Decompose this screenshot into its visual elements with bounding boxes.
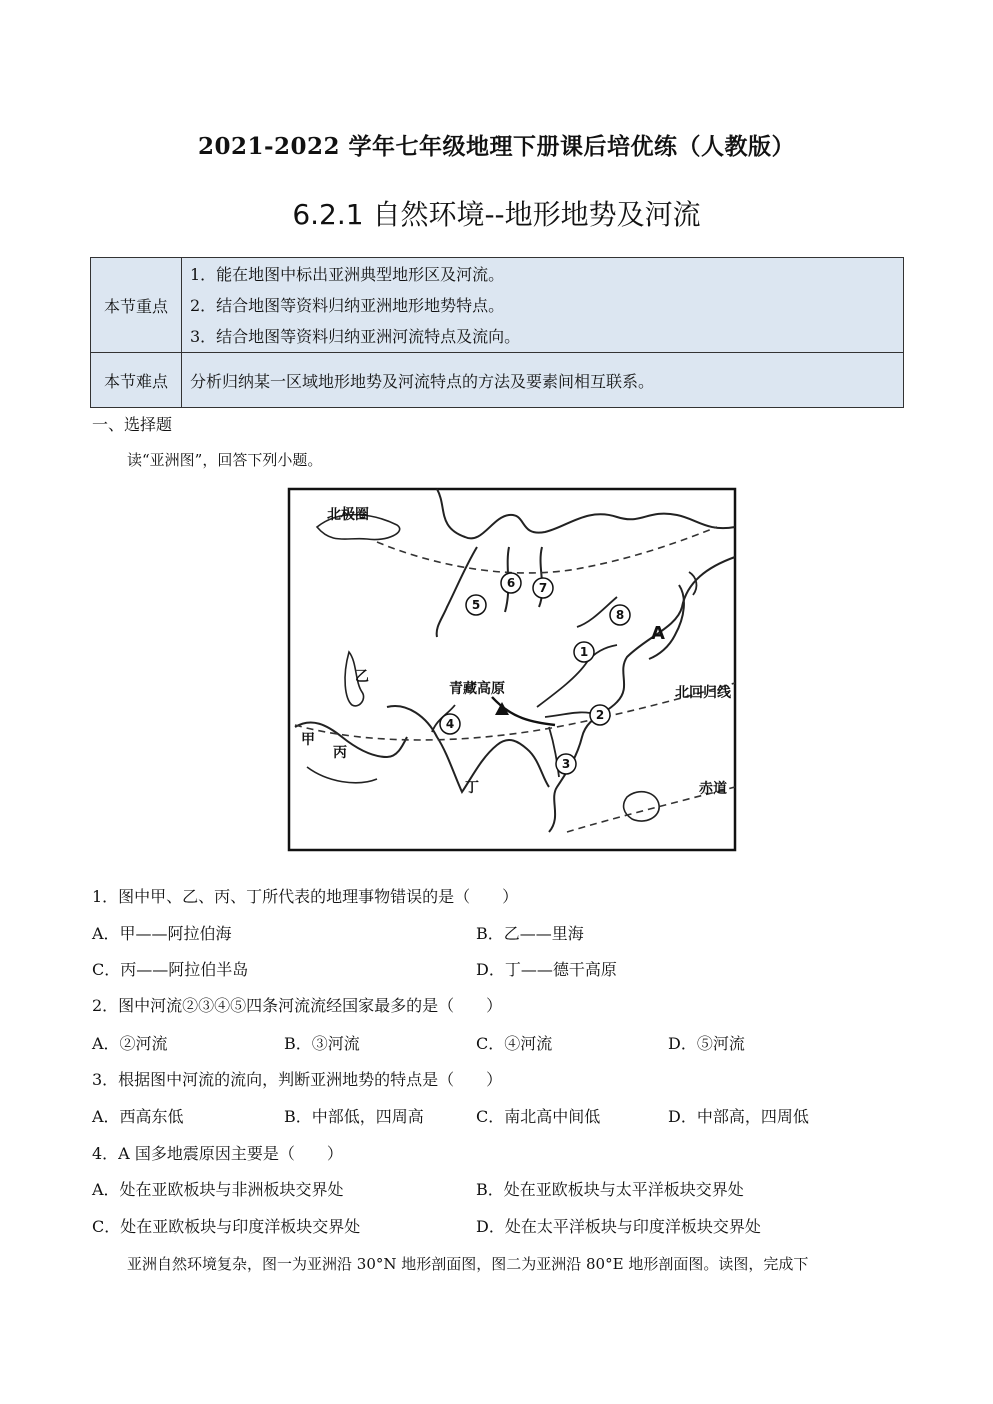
question-4-option-c[interactable]: C．处在亚欧板块与印度洋板块交界处 <box>92 1217 361 1236</box>
label-tropic: 北回归线 <box>675 685 731 701</box>
circle-label-7: 7 <box>538 581 548 595</box>
label-country-a: A <box>651 623 665 644</box>
focus-item: 3．结合地图等资料归纳亚洲河流特点及流向。 <box>190 326 521 346</box>
question-3-option-a[interactable]: A．西高东低 <box>92 1107 184 1126</box>
document-title: 2021-2022 学年七年级地理下册课后培优练（人教版） <box>197 133 796 160</box>
question-4-stem: 4．A 国多地震原因主要是（ ） <box>92 1144 343 1163</box>
circle-label-1: 1 <box>579 645 589 659</box>
question-3-option-b[interactable]: B．中部低，四周高 <box>284 1107 424 1126</box>
question-1-option-d[interactable]: D．丁——德干高原 <box>476 960 617 979</box>
question-3-option-c[interactable]: C．南北高中间低 <box>476 1107 601 1126</box>
question-2-option-a[interactable]: A．②河流 <box>92 1034 168 1053</box>
question-intro: 读“亚洲图”，回答下列小题。 <box>127 451 323 469</box>
question-4-option-d[interactable]: D．处在太平洋板块与印度洋板块交界处 <box>476 1217 761 1236</box>
question-1-option-c[interactable]: C．丙——阿拉伯半岛 <box>92 960 249 979</box>
question-1-option-b[interactable]: B．乙——里海 <box>476 924 584 943</box>
question-4-option-a[interactable]: A．处在亚欧板块与非洲板块交界处 <box>92 1180 344 1199</box>
label-bing: 丙 <box>333 745 347 761</box>
lesson-subtitle: 6.2.1 自然环境--地形地势及河流 <box>292 198 701 231</box>
focus-item: 1．能在地图中标出亚洲典型地形区及河流。 <box>190 264 505 284</box>
question-1-option-a[interactable]: A．甲——阿拉伯海 <box>92 924 232 943</box>
focus-items <box>182 258 904 353</box>
label-jia: 甲 <box>301 732 315 748</box>
question-1-stem: 1．图中甲、乙、丙、丁所代表的地理事物错误的是（ ） <box>92 887 519 906</box>
label-arctic-circle: 北极圈 <box>327 507 369 523</box>
question-3-stem: 3．根据图中河流的流向，判断亚洲地势的特点是（ ） <box>92 1070 503 1089</box>
question-2-option-d[interactable]: D．⑤河流 <box>668 1034 745 1053</box>
difficulty-label: 本节难点 <box>91 353 182 408</box>
question-4-option-b[interactable]: B．处在亚欧板块与太平洋板块交界处 <box>476 1180 744 1199</box>
circle-label-8: 8 <box>615 608 625 622</box>
closing-paragraph: 亚洲自然环境复杂，图一为亚洲沿 30°N 地形剖面图，图二为亚洲沿 80°E 地形剖面图。读图，完成下 <box>127 1255 809 1273</box>
asia-map <box>287 487 737 852</box>
focus-item: 2．结合地图等资料归纳亚洲地形地势特点。 <box>190 295 505 315</box>
label-ding: 丁 <box>465 780 479 796</box>
section-title: 一、选择题 <box>92 415 173 434</box>
difficulty-row <box>91 353 904 408</box>
circle-label-6: 6 <box>506 576 516 590</box>
circle-label-4: 4 <box>445 717 455 731</box>
difficulty-text: 分析归纳某一区域地形地势及河流特点的方法及要素间相互联系。 <box>182 353 904 408</box>
question-2-option-b[interactable]: B．③河流 <box>284 1034 360 1053</box>
question-2-stem: 2．图中河流②③④⑤四条河流流经国家最多的是（ ） <box>92 996 503 1015</box>
label-yi: 乙 <box>355 669 369 685</box>
circle-label-3: 3 <box>561 757 571 771</box>
circle-label-5: 5 <box>471 598 481 612</box>
question-3-option-d[interactable]: D．中部高，四周低 <box>668 1107 809 1126</box>
focus-row <box>91 258 904 353</box>
circle-label-2: 2 <box>595 708 605 722</box>
learning-goals-table <box>90 257 904 408</box>
focus-label: 本节重点 <box>91 258 182 353</box>
label-equator: 赤道 <box>699 781 727 797</box>
question-2-option-c[interactable]: C．④河流 <box>476 1034 553 1053</box>
label-plateau: 青藏高原 <box>449 681 505 697</box>
